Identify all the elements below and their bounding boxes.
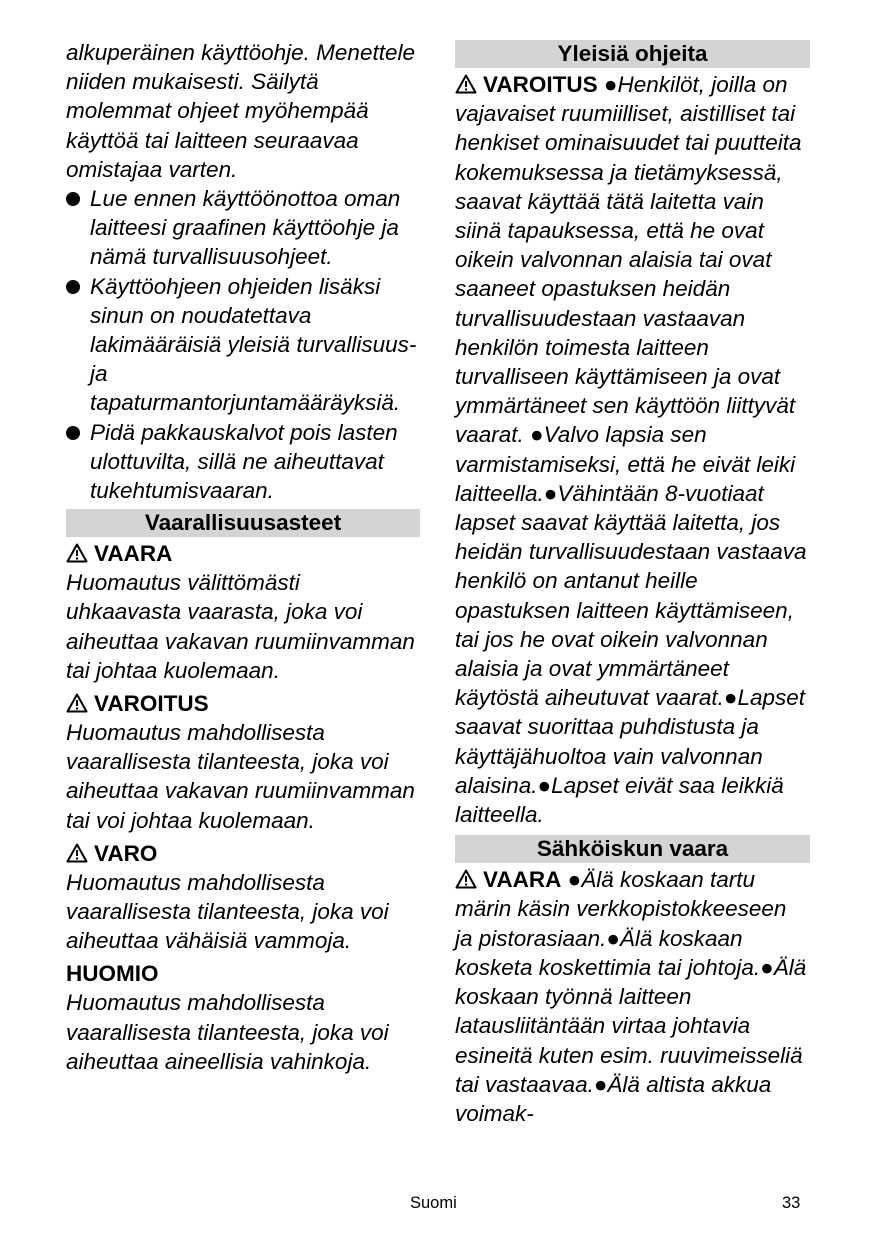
list-item-text: Käyttöohjeen ohjeiden lisäksi sinun on noudatettava lakimääräisiä yleisiä turvallisuus- ja tapaturmantorjuntamääräyksiä. (90, 273, 417, 416)
notice-description: Huomautus mahdollisesta vaarallisesta tilanteesta, joka voi aiheuttaa aineellisia vahinkoja. (66, 990, 389, 1074)
list-item-text: Pidä pakkauskalvot pois lasten ulottuvilta, sillä ne aiheuttavat tukehtumisvaaran. (90, 419, 398, 504)
shock-danger-label: VAARA (483, 867, 562, 893)
caution-description: Huomautus mahdollisesta vaarallisesta tilanteesta, joka voi aiheuttaa vähäisiä vammoja. (66, 869, 389, 954)
list-item-text: Lue ennen käyttöönottoa oman laitteesi graafinen käyttöohje ja nämä turvallisuusohjeet. (90, 186, 401, 270)
bullet-icon (66, 192, 80, 206)
warning-triangle-icon (66, 543, 88, 563)
instruction-list (66, 184, 420, 505)
warning-triangle-icon (66, 693, 88, 713)
page-number: 33 (782, 1194, 801, 1212)
danger-heading (66, 539, 420, 568)
warning-triangle-icon (455, 74, 477, 94)
notice-label: HUOMIO (66, 961, 159, 987)
caution-label: VARO (94, 840, 158, 866)
warning-triangle-icon (455, 869, 477, 889)
warning-heading (66, 689, 420, 718)
general-warning-label: VAROITUS (483, 72, 598, 97)
footer-language: Suomi (410, 1194, 457, 1212)
general-warning-paragraph (455, 70, 810, 829)
section-heading-general: Yleisiä ohjeita (455, 40, 810, 68)
warning-description: Huomautus mahdollisesta vaarallisesta tilanteesta, joka voi aiheuttaa vakavan ruumiinvamman tai voi johtaa kuolemaan. (66, 720, 415, 833)
shock-danger-paragraph (455, 865, 810, 1128)
warning-label: VAROITUS (94, 691, 209, 717)
bullet-icon (66, 280, 80, 294)
danger-label: VAARA (94, 541, 173, 567)
intro-paragraph: alkuperäinen käyttöohje. Menettele niiden mukaisesti. Säilytä molemmat ohjeet myöhempää käyttöä tai laitteen seuraavaa omistajaa varten. (66, 40, 415, 182)
bullet-icon (66, 426, 80, 440)
danger-description: Huomautus välittömästi uhkaavasta vaarasta, joka voi aiheuttaa vakavan ruumiinvamman tai johtaa kuolemaan. (66, 570, 415, 683)
warning-triangle-icon (66, 843, 88, 863)
right-column (455, 38, 810, 1128)
caution-heading (66, 839, 420, 868)
list-item (66, 184, 420, 272)
shock-danger-prefix (455, 867, 561, 892)
shock-danger-text: ●Älä koskaan tartu märin käsin verkkopistokkeeseen ja pistorasiaan.●Älä koskaan kosketa koskettimia tai johtoja.●Älä koskaan työnnä laitteen latausliitäntään virtaa johtavia esineitä kuten esim. ruuvimeisseliä tai vastaavaa.●Älä altista akkua voimak- (455, 867, 807, 1126)
list-item (66, 418, 420, 506)
left-column (66, 38, 420, 1076)
section-heading-electric-shock: Sähköiskun vaara (455, 835, 810, 863)
general-warning-prefix (455, 72, 598, 97)
list-item (66, 272, 420, 418)
general-warning-text: ●Henkilöt, joilla on vajavaiset ruumiilliset, aistilliset tai henkiset ominaisuudet tai puutteita kokemuksessa ja tietämyksessä, saavat käyttää tätä laitetta vain siinä tapauksessa, että he ovat oikein valvonnan alaisia tai ovat saaneet opastuksen heidän turvallisuudestaan vastaavan henkilön toimesta laitteen turvalliseen käyttämiseen ja ovat ymmärtäneet sen käyttöön liittyvät vaarat. ●Valvo lapsia sen varmistamiseksi, että he eivät leiki laitteella.●Vähintään 8-vuotiaat lapset saavat käyttää laitetta, jos heidän turvallisuudestaan vastaava henkilö on antanut heille opastuksen laitteen käyttämiseen, tai jos he ovat oikein valvonnan alaisia ja ovat ymmärtäneet käytöstä aiheutuvat vaarat.●Lapset saavat suorittaa puhdistusta ja käyttäjähuoltoa vain valvonnan alaisina.●Lapset eivät saa leikkiä laitteella. (455, 72, 807, 828)
notice-heading (66, 959, 420, 988)
section-heading-hazard-levels: Vaarallisuusasteet (66, 509, 420, 537)
